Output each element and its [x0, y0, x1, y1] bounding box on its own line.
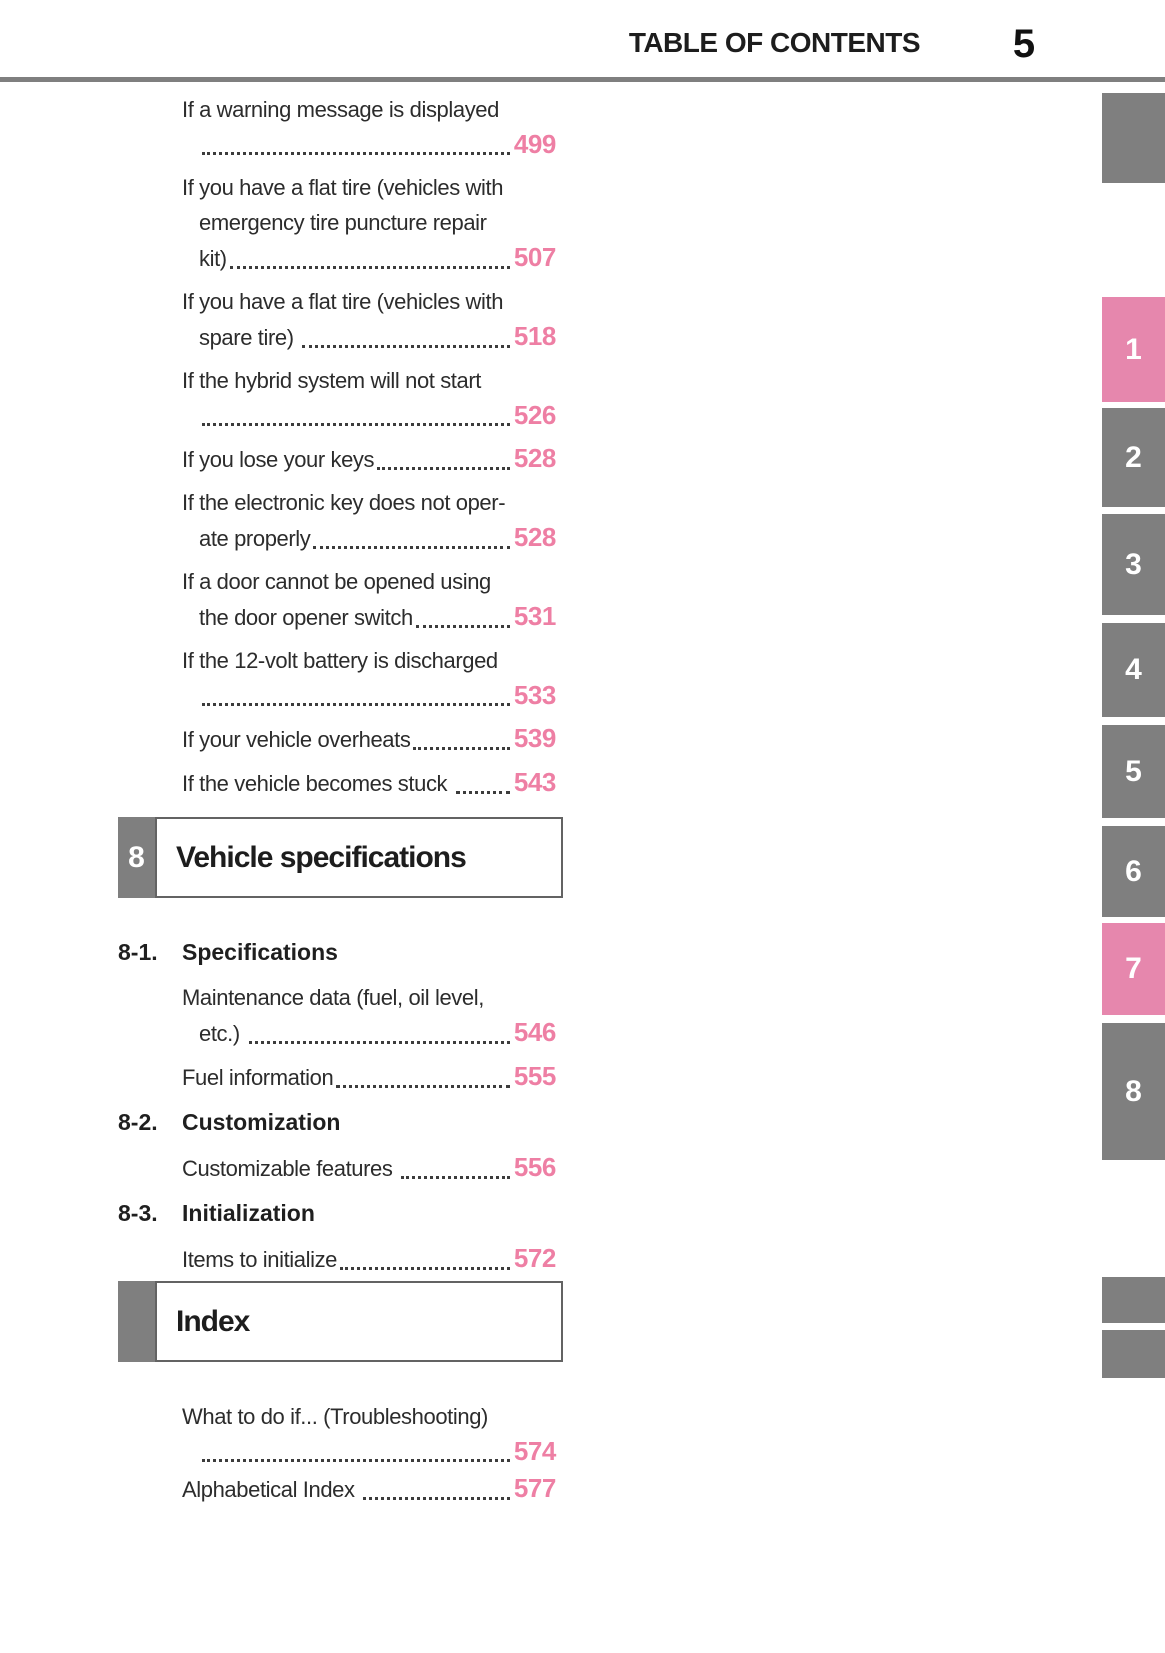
- toc-line-text: emergency tire puncture repair: [199, 210, 487, 235]
- subsection-label: 8-2.: [118, 1109, 158, 1135]
- toc-entry: [118, 1150, 563, 1186]
- dotted-leader: [413, 747, 509, 750]
- dotted-leader: [336, 1085, 509, 1088]
- section-number-badge: 8: [118, 817, 155, 898]
- toc-line: [118, 765, 563, 801]
- toc-line: [118, 643, 563, 678]
- toc-line-text: If a warning message is displayed: [182, 97, 499, 122]
- subsection-title: Initialization: [182, 1200, 315, 1226]
- toc-entry: [118, 643, 563, 713]
- dotted-leader: [416, 625, 510, 628]
- toc-line: [118, 170, 563, 205]
- toc-line: [118, 1059, 563, 1095]
- toc-line: [118, 599, 563, 635]
- toc-line-text: If the 12-volt battery is discharged: [182, 648, 498, 673]
- toc-line-text: If you lose your keys: [182, 447, 375, 472]
- toc-line: [118, 284, 563, 319]
- page-ref: 539: [513, 723, 556, 753]
- side-tab-6: [1102, 826, 1165, 917]
- side-tab-number: 3: [1125, 547, 1142, 581]
- subsection-82: [118, 1105, 563, 1186]
- page-ref: 543: [513, 767, 556, 797]
- subsection-83: [118, 1196, 563, 1277]
- toc-line-text: the door opener switch: [199, 605, 413, 630]
- toc-entry: [118, 564, 563, 635]
- subsection-title: Customization: [182, 1109, 341, 1135]
- page-number: 5: [1012, 22, 1036, 66]
- dotted-leader: [377, 467, 510, 470]
- toc-line-text: Fuel information: [182, 1065, 334, 1090]
- dotted-leader: [202, 423, 510, 426]
- toc-content: [118, 92, 563, 1507]
- toc-line: [118, 441, 563, 477]
- side-tab-1: [1102, 297, 1165, 402]
- side-tab-number: 2: [1125, 440, 1142, 474]
- toc-entry: [118, 980, 563, 1051]
- toc-entry: [118, 1059, 563, 1095]
- side-tab-number: 1: [1125, 332, 1142, 366]
- toc-entry: [118, 363, 563, 433]
- toc-line-text: etc.): [199, 1021, 246, 1046]
- toc-entry: [118, 170, 563, 276]
- toc-entry: [118, 765, 563, 801]
- page-ref: 555: [513, 1061, 556, 1091]
- dotted-leader: [202, 1459, 510, 1462]
- toc-line-text: Alphabetical Index: [182, 1477, 361, 1502]
- toc-line-text: Maintenance data (fuel, oil level,: [182, 985, 484, 1010]
- dotted-leader: [401, 1176, 510, 1179]
- subsection-entries: [118, 1241, 563, 1277]
- toc-entry-list: [118, 92, 563, 801]
- dotted-leader: [313, 546, 509, 549]
- toc-line: [118, 564, 563, 599]
- toc-entry: [118, 284, 563, 355]
- dotted-leader: [363, 1497, 510, 1500]
- subsection-entries: [118, 1150, 563, 1186]
- side-tab-number: 5: [1125, 754, 1142, 788]
- subsection-entries: [118, 980, 563, 1095]
- subsection-81: [118, 935, 563, 1095]
- toc-line: [118, 1241, 563, 1277]
- side-tab-blank-10: [1102, 1330, 1165, 1378]
- toc-line-text: If you have a flat tire (vehicles with: [182, 289, 504, 314]
- toc-line: [118, 485, 563, 520]
- dotted-leader: [302, 345, 509, 348]
- section-box-body: [155, 817, 563, 898]
- toc-line: [118, 319, 563, 355]
- toc-line-text: If a door cannot be opened using: [182, 569, 491, 594]
- page-ref: 526: [513, 400, 556, 430]
- toc-line: [118, 398, 563, 433]
- side-tab-blank-9: [1102, 1277, 1165, 1323]
- toc-entry: [118, 1471, 563, 1507]
- toc-line-text: If the electronic key does not oper-: [182, 490, 506, 515]
- page-ref: 577: [513, 1473, 556, 1503]
- toc-entry: [118, 721, 563, 757]
- toc-line: [118, 1471, 563, 1507]
- toc-line-text: Items to initialize: [182, 1247, 338, 1272]
- section-title: Vehicle specifications: [176, 840, 466, 874]
- toc-line-text: What to do if... (Troubleshooting): [182, 1404, 488, 1429]
- subsection-heading: [118, 1196, 563, 1231]
- dotted-leader: [202, 703, 510, 706]
- subsection-heading: [118, 935, 563, 970]
- toc-line-text: If the vehicle becomes stuck: [182, 771, 453, 796]
- toc-line: [118, 980, 563, 1015]
- toc-line: [118, 240, 563, 276]
- side-tab-number: 4: [1125, 653, 1142, 686]
- side-tab-7: [1102, 923, 1165, 1015]
- subsection-label: 8-3.: [118, 1200, 158, 1226]
- index-box-body: [155, 1281, 563, 1362]
- dotted-leader: [340, 1267, 510, 1270]
- page-ref: 528: [513, 443, 556, 473]
- toc-entry: [118, 1241, 563, 1277]
- page-ref: 546: [513, 1017, 556, 1047]
- side-tab-5: [1102, 725, 1165, 818]
- toc-line-text: kit): [199, 246, 227, 271]
- toc-line: [118, 1150, 563, 1186]
- index-badge: [118, 1281, 155, 1362]
- toc-line: [118, 127, 563, 162]
- bottom-entry-list: [118, 1399, 563, 1507]
- toc-line: [118, 363, 563, 398]
- toc-line: [118, 1399, 563, 1434]
- toc-line: [118, 520, 563, 556]
- page-ref: 531: [513, 601, 556, 631]
- toc-line-text: If you have a flat tire (vehicles with: [182, 175, 504, 200]
- toc-line-text: If the hybrid system will not start: [182, 368, 481, 393]
- side-tab-2: [1102, 408, 1165, 507]
- dotted-leader: [202, 152, 510, 155]
- dotted-leader: [456, 791, 510, 794]
- page-ref: 528: [513, 522, 556, 552]
- subsection-title: Specifications: [182, 939, 338, 965]
- toc-line: [118, 1015, 563, 1051]
- toc-line: [118, 1434, 563, 1469]
- toc-line-text: Customizable features: [182, 1156, 399, 1181]
- page-ref: 507: [513, 242, 556, 272]
- subsection-heading: [118, 1105, 563, 1140]
- toc-entry: [118, 485, 563, 556]
- section-box-index: [118, 1281, 563, 1362]
- toc-line: [118, 205, 563, 240]
- toc-line-text: ate properly: [199, 526, 311, 551]
- page-ref: 499: [513, 129, 556, 159]
- toc-entry: [118, 441, 563, 477]
- page-ref: 572: [513, 1243, 556, 1273]
- page-ref: 518: [513, 321, 556, 351]
- index-title: Index: [176, 1304, 250, 1338]
- section-box-vehicle-specifications: [118, 817, 563, 898]
- header-rule: [0, 77, 1165, 82]
- dotted-leader: [230, 266, 510, 269]
- side-tab-4: [1102, 623, 1165, 717]
- page-ref: 556: [513, 1152, 556, 1182]
- toc-line: [118, 678, 563, 713]
- page-title: TABLE OF CONTENTS: [628, 27, 920, 58]
- subsection-label: 8-1.: [118, 939, 158, 965]
- toc-line-text: If your vehicle overheats: [182, 727, 411, 752]
- toc-entry: [118, 92, 563, 162]
- side-tab-3: [1102, 514, 1165, 615]
- toc-line: [118, 721, 563, 757]
- side-tab-8: [1102, 1023, 1165, 1160]
- dotted-leader: [249, 1041, 510, 1044]
- side-tab-number: 6: [1125, 854, 1142, 888]
- side-tab-blank-0: [1102, 93, 1165, 183]
- side-tab-number: 8: [1125, 1074, 1142, 1108]
- subsection-list: [118, 935, 563, 1277]
- toc-line: [118, 92, 563, 127]
- page-ref: 533: [513, 680, 556, 710]
- toc-entry: [118, 1399, 563, 1469]
- side-tab-number: 7: [1125, 952, 1142, 985]
- page-ref: 574: [513, 1436, 556, 1466]
- toc-line-text: spare tire): [199, 325, 300, 350]
- side-tab-strip: [1102, 0, 1165, 1653]
